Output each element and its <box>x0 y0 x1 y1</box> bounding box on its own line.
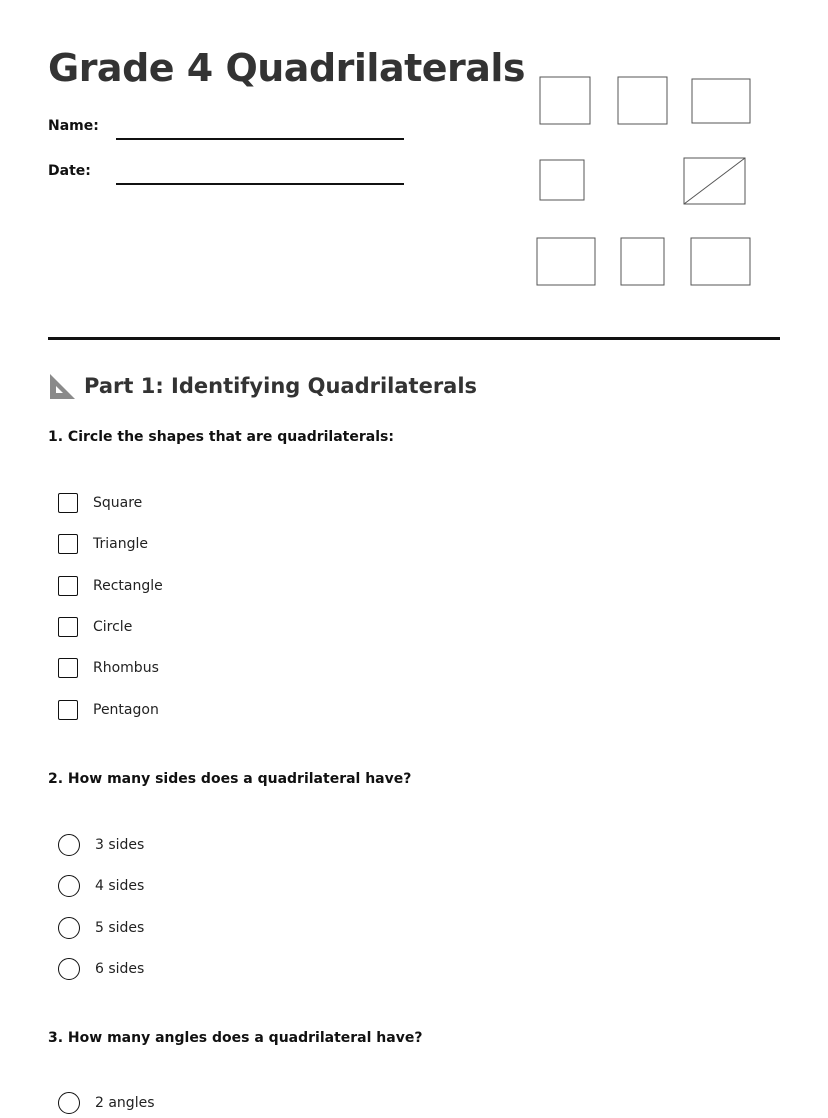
radio-button[interactable] <box>58 834 80 856</box>
checkbox[interactable] <box>58 493 78 513</box>
checkbox[interactable] <box>58 658 78 678</box>
checkbox[interactable] <box>58 534 78 554</box>
rectangle-icon <box>537 238 595 285</box>
section-divider <box>48 337 780 340</box>
option-label: Rhombus <box>93 660 159 676</box>
rectangle-icon <box>692 79 750 123</box>
option-label: Square <box>93 495 143 511</box>
checkbox[interactable] <box>58 617 78 637</box>
square-icon <box>621 238 664 285</box>
square-icon <box>618 77 667 124</box>
part1-header <box>48 372 477 400</box>
option-4-sides[interactable] <box>58 874 144 898</box>
name-field[interactable] <box>116 138 404 140</box>
name-label: Name: <box>48 118 99 134</box>
option-label: Rectangle <box>93 578 163 594</box>
date-field[interactable] <box>116 183 404 185</box>
option-pentagon[interactable] <box>58 698 159 722</box>
option-3-sides[interactable] <box>58 833 144 857</box>
radio-button[interactable] <box>58 917 80 939</box>
option-label: 2 angles <box>95 1095 155 1111</box>
square-icon <box>540 160 584 200</box>
option-5-sides[interactable] <box>58 916 144 940</box>
question-1-prompt: 1. Circle the shapes that are quadrilaterals: <box>48 429 394 445</box>
radio-button[interactable] <box>58 1092 80 1114</box>
question-3-prompt: 3. How many angles does a quadrilateral have? <box>48 1030 423 1046</box>
radio-button[interactable] <box>58 958 80 980</box>
radio-button[interactable] <box>58 875 80 897</box>
diagonal-rectangle-icon <box>684 158 745 204</box>
option-triangle[interactable] <box>58 532 148 556</box>
option-6-sides[interactable] <box>58 957 144 981</box>
rectangle-icon <box>691 238 750 285</box>
option-label: Circle <box>93 619 133 635</box>
square-icon <box>540 77 590 124</box>
option-label: 6 sides <box>95 961 145 977</box>
checkbox[interactable] <box>58 576 78 596</box>
option-2-angles[interactable] <box>58 1091 155 1115</box>
option-label: 5 sides <box>95 920 145 936</box>
set-square-icon <box>48 372 76 400</box>
shape-grid <box>530 70 760 295</box>
page-title: Grade 4 Quadrilaterals <box>48 46 526 90</box>
part1-title: Part 1: Identifying Quadrilaterals <box>84 374 478 398</box>
option-label: Pentagon <box>93 702 159 718</box>
option-label: 3 sides <box>95 837 145 853</box>
question-2-prompt: 2. How many sides does a quadrilateral have? <box>48 771 412 787</box>
option-square[interactable] <box>58 491 142 515</box>
option-circle[interactable] <box>58 615 132 639</box>
option-rhombus[interactable] <box>58 656 159 680</box>
date-label: Date: <box>48 163 91 179</box>
option-label: 4 sides <box>95 878 145 894</box>
checkbox[interactable] <box>58 700 78 720</box>
option-rectangle[interactable] <box>58 574 163 598</box>
option-label: Triangle <box>93 536 148 552</box>
